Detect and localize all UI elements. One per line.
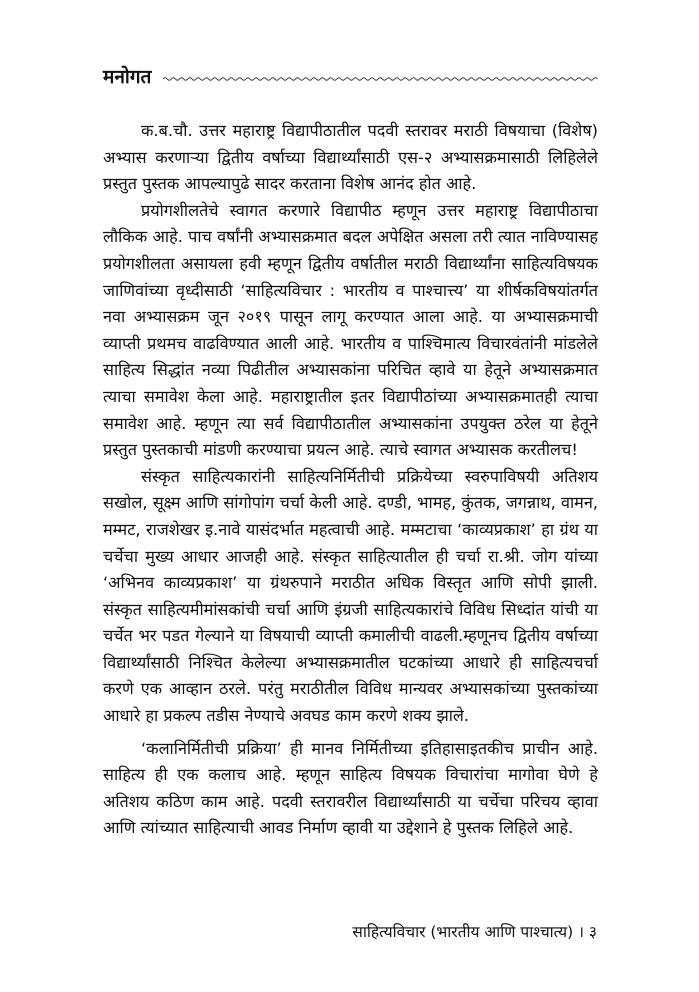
paragraph: क.ब.चौ. उत्तर महाराष्ट्र विद्यापीठातील पदवी स्तरावर मराठी विषयाचा (विशेष) अभ्यास करणाऱ्या द्वितीय वर्षाच्या विद्यार्थ्यांसाठी एस-२ अभ्यासक्रमासाठी लिहिलेले प्रस्तुत पुस्तक आपल्यापुढे सादर करताना विशेष आनंद होत आहे. <box>103 121 598 194</box>
preface-body <box>103 118 598 842</box>
paragraph: ‘कलानिर्मितीची प्रक्रिया’ ही मानव निर्मितीच्या इतिहासाइतकीच प्राचीन आहे. साहित्य ही एक कलाच आहे. म्हणून साहित्य विषयक विचारांचा मागोवा घेणे हे अतिशय कठिण काम आहे. पदवी स्तरावरील विद्यार्थ्यांसाठी या चर्चेचा परिचय व्हावा आणि त्यांच्यात साहित्याची आवड निर्माण व्हावी या उद्देशाने हे पुस्तक लिहिले आहे. <box>103 738 598 838</box>
paragraph: संस्कृत साहित्यकारांनी साहित्यनिर्मितीची प्रक्रियेच्या स्वरुपाविषयी अतिशय सखोल, सूक्ष्म आणि सांगोपांग चर्चा केली आहे. दण्डी, भामह, कुंतक, जगन्नाथ, वामन, मम्मट, राजशेखर इ.नावे यासंदर्भात महत्वाची आहे. मम्मटाचा ‘काव्यप्रकाश’ हा ग्रंथ या चर्चेचा मुख्य आधार आजही आहे. संस्कृत साहित्यातील ही चर्चा रा.श्री. जोग यांच्या ‘अभिनव काव्यप्रकाश’ या ग्रंथरुपाने मराठीत अधिक विस्तृत आणि सोपी झाली. संस्कृत साहित्यमीमांसकांची चर्चा आणि इंग्रजी साहित्यकारांचे विविध सिध्दांत यांची या चर्चेत भर पडत गेल्याने या विषयाची व्याप्ती कमालीची वाढली.म्हणूनच द्वितीय वर्षाच्या विद्यार्थ्यांसाठी निश्चित केलेल्या अभ्यासक्रमातील घटकांच्या आधारे ही साहित्यचर्चा करणे एक आव्हान ठरले. परंतु मराठीतील विविध मान्यवर अभ्यासकांच्या पुस्तकांच्या आधारे हा प्रकल्प तडीस नेण्याचे अवघड काम करणे शक्य झाले. <box>103 466 598 726</box>
chapter-title: मनोगत <box>103 66 152 88</box>
paragraph: प्रयोगशीलतेचे स्वागत करणारे विद्यापीठ म्हणून उत्तर महाराष्ट्र विद्यापीठाचा लौकिक आहे. पाच वर्षांनी अभ्यासक्रमात बदल अपेक्षित असला तरी त्यात नाविण्यासह प्रयोगशीलता असायला हवी म्हणून द्वितीय वर्षातील मराठी विद्यार्थ्यांना साहित्यविषयक जाणिवांच्या वृध्दीसाठी ‘साहित्यविचार : भारतीय व पाश्चात्त्य’ या शीर्षकविषयांतर्गत नवा अभ्यासक्रम जून २०१९ पासून लागू करण्यात आला आहे. या अभ्यासक्रमाची व्याप्ती प्रथमच वाढविण्यात आली आहे. भारतीय व पाश्चिमात्य विचारवंतांनी मांडलेले साहित्य सिद्धांत नव्या पिढीतील अभ्यासकांना परिचित व्हावे या हेतूने अभ्यासक्रमात त्याचा समावेश केला आहे. महाराष्ट्रातील इतर विद्यापीठांच्या अभ्यासक्रमातही त्याचा समावेश आहे. म्हणून त्या सर्व विद्यापीठातील अभ्यासकांना उपयुक्त ठरेल या हेतूने प्रस्तुत पुस्तकाची मांडणी करण्याचा प्रयत्न आहे. त्याचे स्वागत अभ्यासक करतीलच! <box>103 200 598 460</box>
wavy-rule-divider <box>163 75 598 83</box>
page-footer-running-title: साहित्यविचार (भारतीय आणि पाश्चात्य) । ३ <box>352 923 597 941</box>
chapter-header <box>103 60 598 94</box>
